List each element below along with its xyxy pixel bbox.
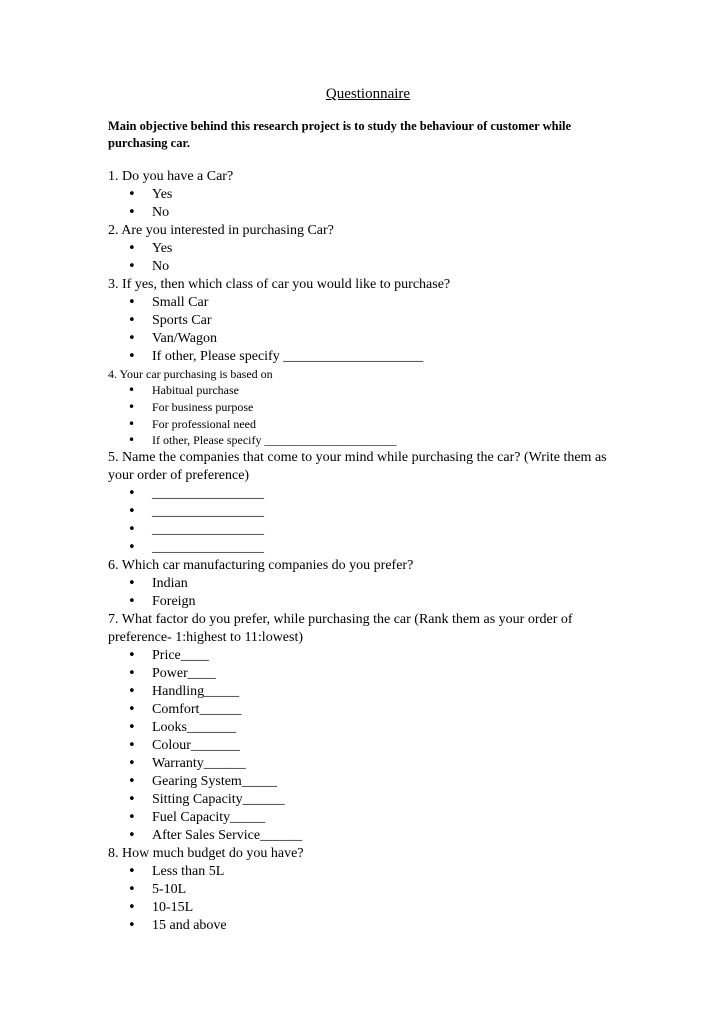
bullet-icon: • [128, 241, 136, 256]
blank-line: • ________________ [128, 504, 264, 520]
factor-gearing-system: • Gearing System_____ [128, 774, 277, 790]
question-text: 3. If yes, then which class of car you would like to purchase? [108, 277, 451, 292]
option-other: • If other, Please specify ____________________ [128, 349, 424, 364]
option-van-wagon: • Van/Wagon [128, 331, 217, 346]
option-business: • For business purpose [128, 399, 254, 414]
option-list [108, 485, 618, 557]
bullet-icon: • [128, 313, 136, 328]
question-4 [108, 366, 618, 449]
bullet-icon: • [128, 828, 136, 844]
bullet-icon: • [128, 756, 136, 772]
question-6 [108, 557, 618, 611]
budget-10-15l: • 10-15L [128, 900, 194, 916]
questionnaire-page [108, 84, 618, 935]
budget-15-and-above: • 15 and above [128, 918, 227, 934]
bullet-icon: • [128, 648, 136, 664]
option-other: • If other, Please specify ______________________ [128, 433, 397, 448]
option-list [108, 240, 618, 276]
question-3 [108, 276, 618, 366]
factor-power: • Power____ [128, 666, 216, 682]
option-list [108, 575, 618, 611]
bullet-icon: • [128, 810, 136, 826]
option-yes: • Yes [128, 187, 173, 202]
option-list [108, 382, 618, 449]
factor-comfort: • Comfort______ [128, 702, 242, 718]
option-list [108, 294, 618, 366]
bullet-icon: • [128, 383, 136, 397]
factor-price: • Price____ [128, 648, 209, 664]
bullet-icon: • [128, 900, 136, 916]
factor-after-sales-service: • After Sales Service______ [128, 828, 303, 844]
blank-line: • ________________ [128, 540, 264, 556]
bullet-icon: • [128, 416, 136, 431]
research-objective: Main objective behind this research project is to study the behaviour of customer while purchasing car. [108, 119, 572, 150]
bullet-icon: • [128, 331, 136, 346]
question-text: 6. Which car manufacturing companies do you prefer? [108, 558, 414, 574]
factor-sitting-capacity: • Sitting Capacity______ [128, 792, 285, 808]
option-habitual: • Habitual purchase [128, 383, 239, 397]
bullet-icon: • [128, 399, 136, 414]
bullet-icon: • [128, 864, 136, 880]
option-list [108, 863, 618, 935]
bullet-icon: • [128, 684, 136, 700]
question-text: 2. Are you interested in purchasing Car? [108, 223, 334, 238]
bullet-icon: • [128, 666, 136, 682]
option-no: • No [128, 259, 170, 274]
question-2 [108, 222, 618, 276]
bullet-icon: • [128, 882, 136, 898]
bullet-icon: • [128, 702, 136, 718]
option-no: • No [128, 205, 170, 220]
blank-line: • ________________ [128, 522, 264, 538]
option-list [108, 186, 618, 222]
bullet-icon: • [128, 540, 136, 556]
question-5 [108, 449, 618, 557]
factor-handling: • Handling_____ [128, 684, 240, 700]
factor-warranty: • Warranty______ [128, 756, 246, 772]
bullet-icon: • [128, 433, 136, 448]
bullet-icon: • [128, 738, 136, 754]
bullet-icon: • [128, 349, 136, 364]
bullet-icon: • [128, 522, 136, 538]
question-text: 8. How much budget do you have? [108, 846, 304, 862]
document-title: Questionnaire [325, 86, 411, 102]
question-7 [108, 611, 618, 845]
bullet-icon: • [128, 486, 136, 502]
bullet-icon: • [128, 918, 136, 934]
factor-fuel-capacity: • Fuel Capacity_____ [128, 810, 266, 826]
option-foreign: • Foreign [128, 594, 196, 610]
factor-colour: • Colour_______ [128, 738, 240, 754]
option-list [108, 647, 618, 845]
bullet-icon: • [128, 295, 136, 310]
factor-looks: • Looks_______ [128, 720, 236, 736]
question-8 [108, 845, 618, 935]
question-text: 5. Name the companies that come to your mind while purchasing the car? (Write them as your order of preference) [108, 450, 607, 484]
option-small-car: • Small Car [128, 295, 209, 310]
option-yes: • Yes [128, 241, 173, 256]
option-sports-car: • Sports Car [128, 313, 212, 328]
bullet-icon: • [128, 792, 136, 808]
bullet-icon: • [128, 720, 136, 736]
bullet-icon: • [128, 205, 136, 220]
budget-5-10l: • 5-10L [128, 882, 187, 898]
question-1 [108, 168, 618, 222]
option-professional: • For professional need [128, 416, 256, 431]
bullet-icon: • [128, 774, 136, 790]
bullet-icon: • [128, 576, 136, 592]
option-indian: • Indian [128, 576, 188, 592]
question-text: 7. What factor do you prefer, while purchasing the car (Rank them as your order of preference- 1:highest to 11:lowest) [108, 612, 573, 646]
bullet-icon: • [128, 594, 136, 610]
budget-less-than-5l: • Less than 5L [128, 864, 225, 880]
question-text: 1. Do you have a Car? [108, 169, 234, 184]
bullet-icon: • [128, 187, 136, 202]
question-text: 4. Your car purchasing is based on [108, 367, 273, 381]
blank-line: • ________________ [128, 486, 264, 502]
bullet-icon: • [128, 259, 136, 274]
bullet-icon: • [128, 504, 136, 520]
